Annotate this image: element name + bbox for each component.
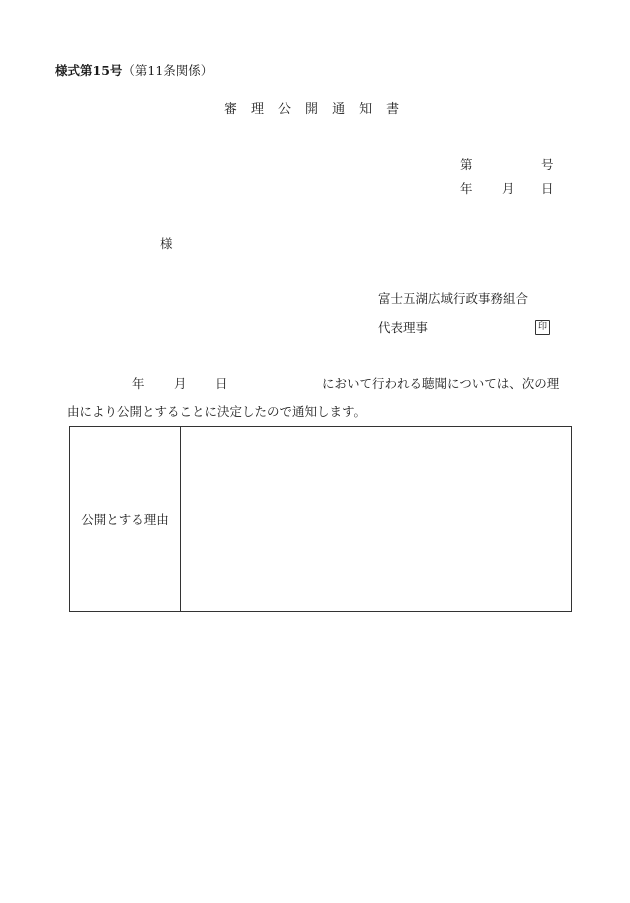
form-number-label — [55, 65, 213, 78]
document-number-prefix: 第 — [460, 157, 473, 172]
form-article-ref: （第11条関係） — [122, 63, 214, 78]
hearing-date-year: 年 — [132, 376, 145, 391]
document-title — [224, 103, 413, 116]
form-number: 様式第15号 — [55, 63, 123, 78]
hearing-date-day: 日 — [215, 376, 228, 391]
title-char: 通 — [332, 102, 347, 117]
title-char: 知 — [359, 102, 374, 117]
issue-date-day: 日 — [541, 181, 554, 196]
issue-date-month: 月 — [502, 181, 515, 196]
reason-header-cell — [70, 427, 180, 611]
reason-value-cell[interactable] — [181, 427, 571, 611]
sender-title: 代表理事 — [378, 320, 429, 335]
title-char: 書 — [386, 102, 401, 117]
reason-header-label: 公開とする理由 — [81, 512, 169, 527]
issue-date-year: 年 — [460, 181, 473, 196]
title-char: 公 — [278, 102, 293, 117]
hearing-date-month: 月 — [174, 376, 187, 391]
title-char: 理 — [251, 102, 266, 117]
title-char: 審 — [224, 102, 239, 117]
body-text-line-1: において行われる聴聞については、次の理 — [322, 376, 560, 391]
document-number-suffix: 号 — [541, 157, 554, 172]
seal-stamp-icon: 印 — [535, 320, 550, 335]
addressee-honorific: 様 — [160, 236, 173, 251]
reason-table — [69, 426, 572, 612]
sender-organization: 富士五湖広域行政事務組合 — [378, 291, 529, 306]
title-char: 開 — [305, 102, 320, 117]
body-text-line-2: 由により公開とすることに決定したので通知します。 — [67, 404, 367, 419]
